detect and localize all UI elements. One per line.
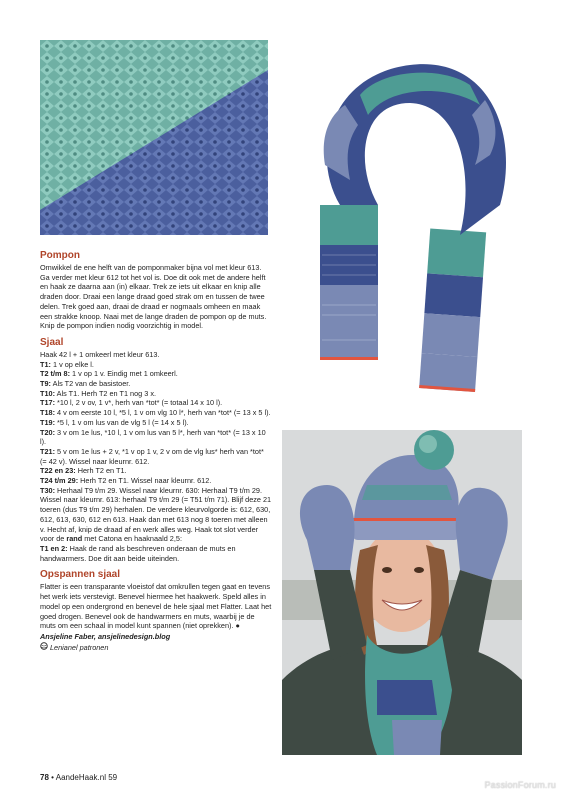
sjaal-line: T9: Als T2 van de basistoer. [40,379,131,389]
sjaal-line: T30: Herhaal T9 t/m 29. Wissel naar kleurnr. 630: Herhaal T9 t/m 29. Wissel naar kleurnr. 613: herhaal T9 t/m 29 (= T51 t/m 71). Blijf deze 21 toeren (dus T9 t/m 29) herhalen. De verdere kleurvolgorde is: 612, 630, 612, 613, 630, 612 en 613. Haak dan met 613 nog 8 toeren met alleen v. Hecht af, knip de draad af en werk alles weg. Haak tot slot verder voor de rand met Catona en haaknaald 2,5: [40,485,272,544]
sjaal-line: Haak 42 l + 1 omkeerl met kleur 613. [40,349,160,359]
pompon-text: Omwikkel de ene helft van de pomponmaker bijna vol met kleur 613. Ga verder met kleur 612 tot het vol is. Doe dit ook met de andere helft en haak ze daarna aan (in) elkaar. Trek ze iets uit elkaar en knip alle draden door. Draai een lange draad goed strak om en tussen de twee delen. Trek goed aan, draai de draad er nogmaals omheen en maak een strakke knoop. Naai met de lange draden de pompon op de muts. Knip de pompon indien nodig voorzichtig in model. [40,263,267,331]
swatch-photo [40,40,268,235]
scarf-photo [300,55,530,400]
sjaal-line: T20: 3 v om 1e lus, *10 l, 1 v om lus van 5 l*, herh van *tot* (= 13 x 10 l). [40,427,266,447]
author-byline: Ansjeline Faber, ansjelinedesign.blog [40,631,171,641]
sjaal-line: T19: *5 l, 1 v om lus van de vlg 5 l (= 14 x 5 l). [40,417,189,427]
model-photo [282,430,522,755]
pattern-credit: Lenianel patronen [40,642,272,654]
page-footer [40,773,117,782]
yarn-ball-icon [40,642,48,654]
sjaal-line: T18: 4 v om eerste 10 l, *5 l, 1 v om vlg 10 l*, herh van *tot* (= 13 x 5 l). [40,408,271,418]
pompon-heading: Pompon [40,250,80,261]
sjaal-heading: Sjaal [40,336,64,348]
sjaal-line: T22 en 23: Herh T2 en T1. [40,466,127,476]
end-mark: ● [235,621,240,631]
sjaal-line: T17: *10 l, 2 v ov, 1 v*, herh van *tot* (= totaal 14 x 10 l). [40,398,223,408]
sjaal-line: T1: 1 v op elke l. [40,359,94,369]
opspannen-text: Flatter is een transparante vloeistof dat omkrullen tegen gaat en tevens het werk iets verstevigt. Benevel hiermee het haakwerk. Speld alles in model op een ondergrond en benevel de hele sjaal met Flatter. Laat het goed drogen. Benevel ook de handwarmers en muts, waarbij je de muts om een schaal in model kunt spannen (niet oprekken). ● [40,582,272,631]
watermark: PassionForum.ru [484,780,556,790]
sjaal-instructions [40,350,272,563]
sjaal-line: T10: Als T1. Herh T2 en T1 nog 3 x. [40,388,157,398]
footer-bullet: • [51,773,54,782]
sjaal-line: T1 en 2: Haak de rand als beschreven onderaan de muts en handwarmers. Doe dit aan beide uiteinden. [40,543,236,563]
sjaal-line: T21: 5 v om 1e lus + 2 v, *1 v op 1 v, 2 v om de vlg lus* herh van *tot* (= 42 v). Wissel naar kleurnr. 612. [40,446,264,466]
magazine-name: AandeHaak.nl 59 [55,773,118,782]
page-number: 78 [40,773,49,782]
instructions-column [40,250,272,653]
sjaal-line: T24 t/m 29: Herh T2 en T1. Wissel naar kleurnr. 612. [40,476,212,486]
opspannen-heading: Opspannen sjaal [40,569,121,581]
sjaal-line: T2 t/m 8: 1 v op 1 v. Eindig met 1 omkeerl. [40,369,178,379]
